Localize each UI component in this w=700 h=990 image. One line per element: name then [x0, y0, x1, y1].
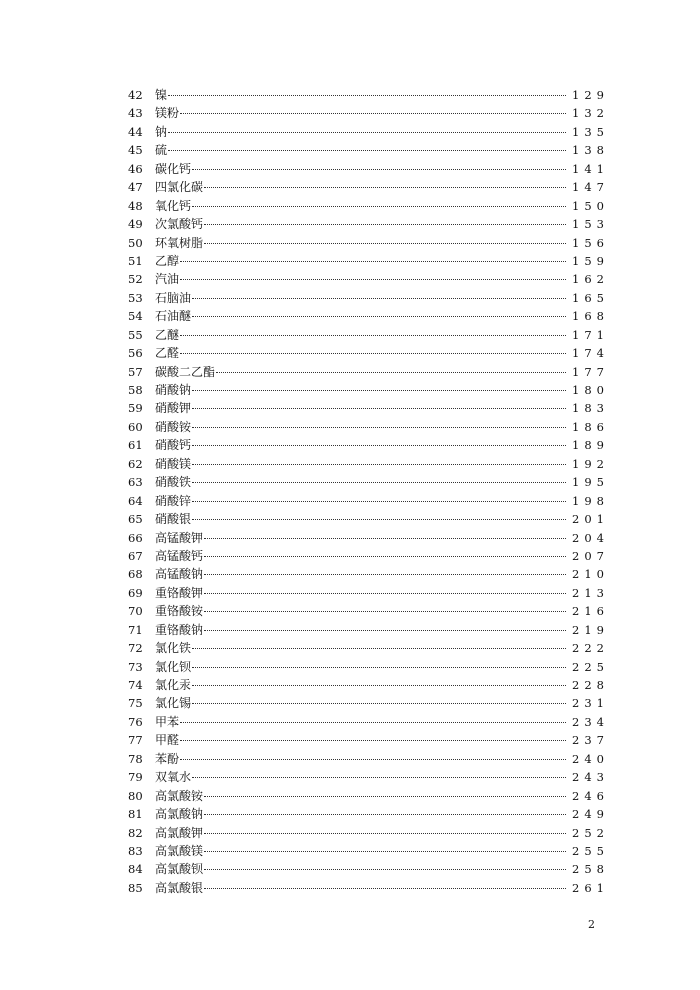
toc-entry-number: 46 [128, 161, 143, 176]
toc-entry[interactable] [128, 473, 609, 491]
toc-entry[interactable] [128, 418, 609, 436]
toc-entry[interactable] [128, 879, 609, 897]
toc-entry[interactable] [128, 658, 609, 676]
toc-entry[interactable] [128, 694, 609, 712]
toc-entry-page: 156 [572, 235, 609, 250]
toc-entry-page: 171 [572, 327, 609, 342]
toc-entry-number: 52 [128, 272, 143, 287]
toc-entry[interactable] [128, 234, 609, 252]
toc-entry-page: 231 [572, 696, 609, 711]
dot-leader [204, 574, 566, 575]
toc-entry-title: 次氯酸钙 [155, 217, 204, 232]
dot-leader [180, 113, 566, 114]
toc-entry-title: 甲醛 [155, 733, 180, 748]
toc-entry-title: 汽油 [155, 272, 180, 287]
toc-entry-title: 硝酸钾 [155, 401, 192, 416]
dot-leader [180, 759, 566, 760]
toc-entry-page: 216 [572, 604, 609, 619]
toc-entry-number: 54 [128, 309, 143, 324]
dot-leader [204, 851, 566, 852]
toc-entry-number: 78 [128, 751, 143, 766]
dot-leader [204, 814, 566, 815]
dot-leader [204, 869, 566, 870]
toc-entry[interactable] [128, 270, 609, 288]
toc-entry-page: 252 [572, 825, 609, 840]
toc-entry[interactable] [128, 104, 609, 122]
toc-entry-number: 76 [128, 714, 143, 729]
toc-entry[interactable] [128, 750, 609, 768]
toc-entry-title: 硝酸铁 [155, 475, 192, 490]
toc-entry[interactable] [128, 363, 609, 381]
dot-leader [204, 630, 566, 631]
toc-entry-page: 228 [572, 678, 609, 692]
toc-entry-page: 195 [572, 475, 609, 490]
toc-entry-title: 重铬酸钾 [155, 585, 204, 600]
toc-entry-page: 240 [572, 751, 609, 766]
toc-entry-page: 135 [572, 124, 609, 139]
dot-leader [192, 316, 566, 317]
toc-entry[interactable] [128, 289, 609, 307]
toc-entry[interactable] [128, 197, 609, 215]
toc-entry-title: 碳化钙 [155, 161, 192, 176]
toc-entry-number: 48 [128, 198, 143, 213]
toc-entry-title: 高氯酸铵 [155, 788, 204, 803]
toc-entry-title: 高氯酸钠 [155, 807, 204, 822]
toc-entry-number: 73 [128, 659, 143, 674]
toc-entry-page: 165 [572, 290, 609, 305]
toc-entry[interactable] [128, 639, 609, 657]
toc-entry-title: 碳酸二乙酯 [155, 364, 216, 379]
toc-entry-number: 62 [128, 456, 143, 471]
toc-entry[interactable] [128, 326, 609, 344]
toc-entry-number: 71 [128, 622, 143, 637]
toc-entry-page: 186 [572, 419, 609, 434]
toc-entry[interactable] [128, 584, 609, 602]
toc-entry[interactable] [128, 621, 609, 639]
toc-entry-page: 162 [572, 272, 609, 287]
toc-entry-number: 72 [128, 641, 143, 656]
toc-entry-title: 高氯酸钡 [155, 862, 204, 877]
dot-leader [192, 685, 566, 686]
toc-entry-number: 59 [128, 401, 143, 416]
toc-entry-number: 63 [128, 475, 143, 490]
toc-entry[interactable] [128, 399, 609, 417]
toc-entry-number: 75 [128, 696, 143, 711]
toc-entry[interactable] [128, 381, 609, 399]
toc-entry-title: 硝酸锌 [155, 493, 192, 508]
toc-entry-number: 44 [128, 124, 143, 139]
dot-leader [204, 538, 566, 539]
dot-leader [192, 206, 566, 207]
toc-entry-title: 高氯酸镁 [155, 843, 204, 858]
dot-leader [180, 279, 566, 280]
dot-leader [192, 777, 566, 778]
toc-entry-number: 77 [128, 733, 143, 748]
dot-leader [180, 722, 566, 723]
toc-entry[interactable] [128, 842, 609, 860]
toc-entry-title: 石油醚 [155, 309, 192, 324]
toc-entry-title: 四氯化碳 [155, 180, 204, 195]
toc-entry-title: 氧化钙 [155, 198, 192, 213]
toc-entry-title: 双氧水 [155, 770, 192, 785]
toc-entry-number: 64 [128, 493, 143, 508]
toc-entry-page: 150 [572, 198, 609, 213]
toc-entry[interactable] [128, 436, 609, 454]
dot-leader [192, 390, 566, 391]
toc-entry[interactable] [128, 344, 609, 362]
dot-leader [192, 519, 566, 520]
toc-entry-number: 49 [128, 217, 143, 232]
toc-entry-page: 261 [572, 880, 609, 895]
toc-entry-number: 43 [128, 106, 143, 121]
toc-entry-page: 174 [572, 346, 609, 361]
dot-leader [204, 556, 566, 557]
toc-entry-number: 70 [128, 604, 143, 619]
toc-entry-number: 67 [128, 548, 143, 563]
toc-entry-page: 258 [572, 862, 609, 877]
dot-leader [192, 464, 566, 465]
toc-entry-page: 138 [572, 143, 609, 158]
toc-entry[interactable] [128, 141, 609, 159]
toc-entry-number: 42 [128, 88, 143, 102]
toc-entry[interactable] [128, 492, 609, 510]
toc-entry-title: 石脑油 [155, 290, 192, 305]
dot-leader [192, 482, 566, 483]
toc-entry-number: 65 [128, 512, 143, 527]
toc-entry-number: 66 [128, 530, 143, 545]
toc-entry-page: 237 [572, 733, 609, 748]
toc-entry-title: 硝酸银 [155, 512, 192, 527]
toc-entry-title: 氯化锡 [155, 696, 192, 711]
dot-leader [168, 95, 566, 96]
toc-entry-number: 47 [128, 180, 143, 195]
dot-leader [192, 298, 566, 299]
toc-entry[interactable] [128, 768, 609, 786]
toc-entry-number: 81 [128, 807, 143, 822]
toc-entry-number: 50 [128, 235, 143, 250]
dot-leader [180, 261, 566, 262]
toc-entry[interactable] [128, 824, 609, 842]
toc-entry-number: 80 [128, 788, 143, 803]
toc-entry[interactable] [128, 676, 609, 694]
dot-leader [204, 833, 566, 834]
dot-leader [168, 132, 566, 133]
dot-leader [192, 703, 566, 704]
toc-entry[interactable] [128, 160, 609, 178]
dot-leader [192, 427, 566, 428]
toc-entry[interactable] [128, 731, 609, 749]
toc-entry-title: 硝酸铵 [155, 419, 192, 434]
dot-leader [192, 408, 566, 409]
toc-entry-page: 192 [572, 456, 609, 471]
page-number: 2 [588, 918, 595, 931]
toc-entry-title: 乙醛 [155, 346, 180, 361]
toc-entry-number: 84 [128, 862, 143, 877]
toc-entry-number: 56 [128, 346, 143, 361]
toc-entry-title: 甲苯 [155, 714, 180, 729]
toc-entry-title: 镍 [155, 88, 168, 102]
toc-entry[interactable] [128, 547, 609, 565]
toc-entry-number: 53 [128, 290, 143, 305]
dot-leader [204, 243, 566, 244]
toc-entry[interactable] [128, 455, 609, 473]
toc-entry-page: 147 [572, 180, 609, 195]
toc-entry-title: 氯化铁 [155, 641, 192, 656]
dot-leader [192, 169, 566, 170]
toc-entry-title: 高氯酸银 [155, 880, 204, 895]
toc-entry-title: 苯酚 [155, 751, 180, 766]
toc-entry-number: 85 [128, 880, 143, 895]
table-of-contents [128, 86, 609, 897]
toc-entry[interactable] [128, 602, 609, 620]
toc-entry[interactable] [128, 529, 609, 547]
dot-leader [192, 445, 566, 446]
toc-entry-title: 氯化汞 [155, 678, 192, 692]
toc-entry[interactable] [128, 307, 609, 325]
toc-entry-page: 153 [572, 217, 609, 232]
toc-entry-number: 45 [128, 143, 143, 158]
toc-entry-number: 68 [128, 567, 143, 582]
toc-entry-number: 82 [128, 825, 143, 840]
toc-entry-page: 129 [572, 88, 609, 102]
toc-entry-number: 61 [128, 438, 143, 453]
toc-entry-page: 225 [572, 659, 609, 674]
dot-leader [204, 593, 566, 594]
toc-entry-page: 180 [572, 383, 609, 397]
dot-leader [192, 648, 566, 649]
toc-entry-page: 255 [572, 843, 609, 858]
toc-entry-page: 243 [572, 770, 609, 785]
dot-leader [204, 796, 566, 797]
toc-entry-page: 249 [572, 807, 609, 822]
toc-entry[interactable] [128, 805, 609, 823]
dot-leader [204, 224, 566, 225]
toc-entry-title: 氯化钡 [155, 659, 192, 674]
toc-entry-page: 189 [572, 438, 609, 453]
toc-entry-number: 79 [128, 770, 143, 785]
toc-entry-page: 132 [572, 106, 609, 121]
toc-entry-page: 168 [572, 309, 609, 324]
toc-entry-title: 乙醇 [155, 253, 180, 268]
dot-leader [216, 372, 566, 373]
toc-entry[interactable] [128, 510, 609, 528]
toc-entry-title: 硫 [155, 143, 168, 158]
toc-entry-title: 镁粉 [155, 106, 180, 121]
toc-entry-page: 141 [572, 161, 609, 176]
dot-leader [192, 667, 566, 668]
toc-entry-page: 183 [572, 401, 609, 416]
toc-entry[interactable] [128, 86, 609, 104]
toc-entry[interactable] [128, 252, 609, 270]
toc-entry-title: 钠 [155, 124, 168, 139]
toc-entry-page: 219 [572, 622, 609, 637]
toc-entry-number: 69 [128, 585, 143, 600]
toc-entry-page: 222 [572, 641, 609, 656]
toc-entry-page: 159 [572, 253, 609, 268]
toc-entry-title: 高锰酸钠 [155, 567, 204, 582]
toc-entry-number: 74 [128, 678, 143, 692]
toc-entry-page: 246 [572, 788, 609, 803]
toc-entry-page: 210 [572, 567, 609, 582]
dot-leader [180, 353, 566, 354]
toc-entry-title: 乙醚 [155, 327, 180, 342]
dot-leader [204, 888, 566, 889]
toc-entry-number: 51 [128, 253, 143, 268]
toc-entry[interactable] [128, 215, 609, 233]
toc-entry-page: 213 [572, 585, 609, 600]
toc-entry-number: 60 [128, 419, 143, 434]
toc-entry-number: 58 [128, 383, 143, 397]
toc-entry-number: 57 [128, 364, 143, 379]
dot-leader [180, 335, 566, 336]
toc-entry-number: 83 [128, 843, 143, 858]
toc-entry[interactable] [128, 178, 609, 196]
toc-entry-title: 高锰酸钙 [155, 548, 204, 563]
dot-leader [204, 187, 566, 188]
dot-leader [168, 150, 566, 151]
dot-leader [204, 611, 566, 612]
toc-entry[interactable] [128, 860, 609, 878]
toc-entry-title: 硝酸钠 [155, 383, 192, 397]
toc-entry-title: 高氯酸钾 [155, 825, 204, 840]
toc-entry[interactable] [128, 787, 609, 805]
toc-entry-title: 重铬酸铵 [155, 604, 204, 619]
toc-entry-number: 55 [128, 327, 143, 342]
toc-entry-page: 204 [572, 530, 609, 545]
toc-entry-title: 重铬酸钠 [155, 622, 204, 637]
toc-entry-page: 207 [572, 548, 609, 563]
dot-leader [180, 740, 566, 741]
toc-entry[interactable] [128, 713, 609, 731]
toc-entry-title: 环氧树脂 [155, 235, 204, 250]
dot-leader [192, 501, 566, 502]
toc-entry[interactable] [128, 123, 609, 141]
toc-entry-page: 201 [572, 512, 609, 527]
toc-entry-page: 234 [572, 714, 609, 729]
toc-entry-page: 177 [572, 364, 609, 379]
toc-entry[interactable] [128, 565, 609, 583]
toc-entry-page: 198 [572, 493, 609, 508]
toc-entry-title: 硝酸镁 [155, 456, 192, 471]
toc-entry-title: 硝酸钙 [155, 438, 192, 453]
toc-entry-title: 高锰酸钾 [155, 530, 204, 545]
